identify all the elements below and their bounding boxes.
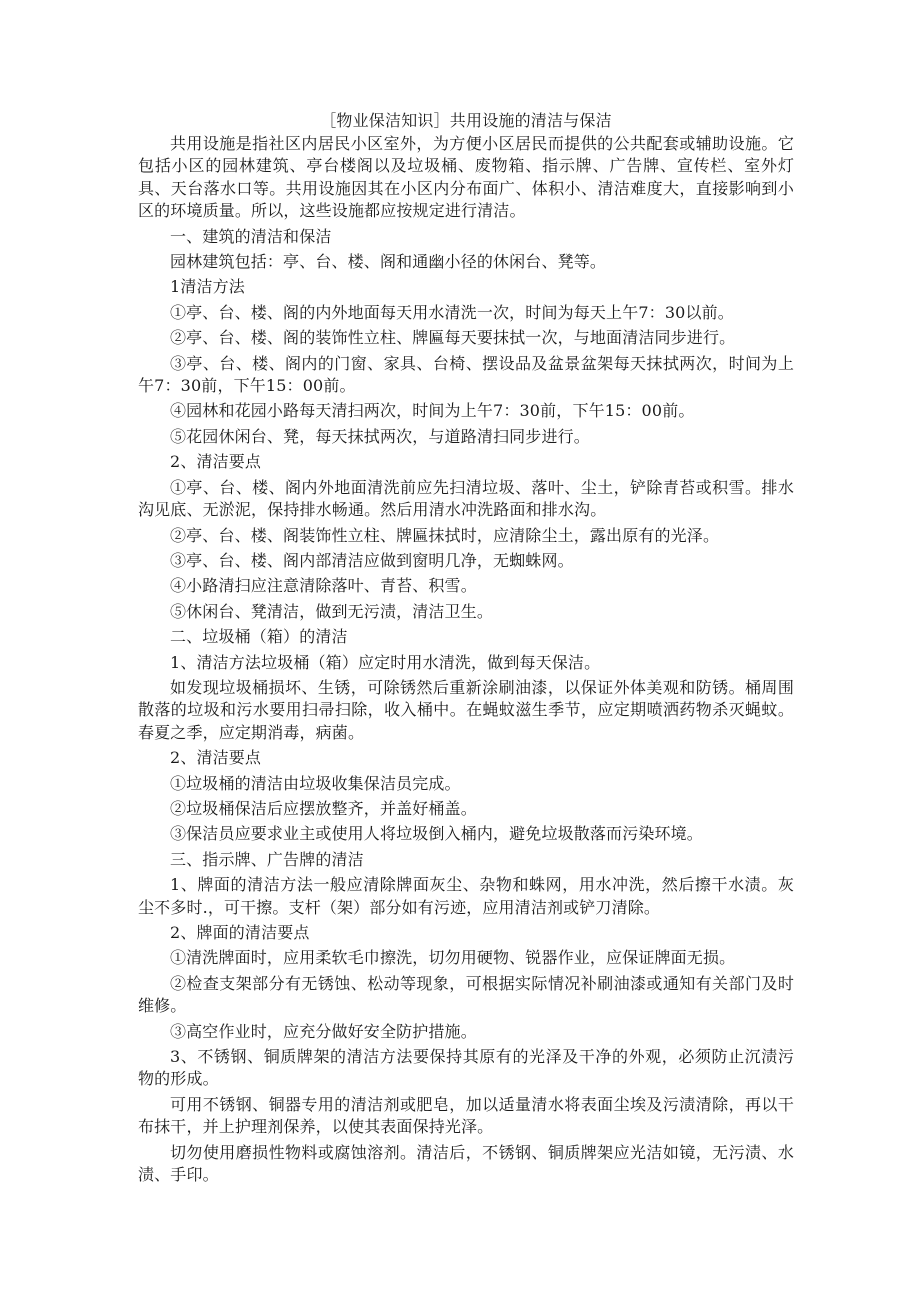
list-item: ③保洁员应要求业主或使用人将垃圾倒入桶内，避免垃圾散落而污染环境。 [170, 824, 703, 844]
section-heading-signs: 三、指示牌、广告牌的清洁 [170, 849, 364, 869]
subheading-cleaning-points: 2、清洁要点 [170, 748, 262, 768]
paragraph: 1、清洁方法垃圾桶（箱）应定时用水清洗，做到每天保洁。 [170, 652, 601, 672]
section-heading-trash-bins: 二、垃圾桶（箱）的清洁 [170, 627, 348, 647]
paragraph: 可用不锈钢、铜器专用的清洁剂或肥皂，加以适量清水将表面尘埃及污渍清除，再以干布抹干，并上护理剂保养，以使其表面保持光泽。 [138, 1094, 794, 1137]
paragraph: 切勿使用磨损性物料或腐蚀溶剂。清洁后，不锈钢、铜质牌架应光洁如镜，无污渍、水渍、手印。 [138, 1142, 794, 1185]
list-item: ③高空作业时，应充分做好安全防护措施。 [170, 1021, 477, 1041]
list-item: ①亭、台、楼、阁的内外地面每天用水清洗一次，时间为每天上午7：30以前。 [170, 302, 734, 322]
list-item: ①清洗牌面时，应用柔软毛巾擦洗，切勿用硬物、锐器作业，应保证牌面无损。 [170, 948, 736, 968]
document-title: ［物业保洁知识］共用设施的清洁与保洁 [320, 111, 612, 130]
document-page [138, 110, 794, 1186]
paragraph: 园林建筑包括：亭、台、楼、阁和通幽小径的休闲台、凳等。 [170, 252, 607, 272]
section-heading-buildings: 一、建筑的清洁和保洁 [170, 226, 332, 246]
list-item: ②垃圾桶保洁后应摆放整齐，并盖好桶盖。 [170, 798, 477, 818]
subheading-cleaning-points: 2、清洁要点 [170, 452, 262, 472]
list-item: ④园林和花园小路每天清扫两次，时间为上午7：30前，下午15：00前。 [170, 401, 695, 421]
paragraph: 如发现垃圾桶损坏、生锈，可除锈然后重新涂刷油漆，以保证外体美观和防锈。桶周围散落的垃圾和污水要用扫帚扫除，收入桶中。在蝇蚊滋生季节，应定期喷洒药物杀灭蝇蚊。春夏之季，应定期消毒，病菌。 [138, 677, 794, 742]
list-item: ①垃圾桶的清洁由垃圾收集保洁员完成。 [170, 773, 461, 793]
list-item: ②亭、台、楼、阁的装饰性立柱、牌匾每天要抹拭一次，与地面清洁同步进行。 [170, 328, 736, 348]
list-item: ③亭、台、楼、阁内的门窗、家具、台椅、摆设品及盆景盆架每天抹拭两次，时间为上午7：30前，下午15：00前。 [138, 353, 794, 396]
list-item: ③亭、台、楼、阁内部清洁应做到窗明几净，无蜘蛛网。 [170, 550, 574, 570]
subheading-cleaning-method: 1清洁方法 [170, 277, 245, 297]
subheading-sign-cleaning-points: 2、牌面的清洁要点 [170, 923, 310, 942]
paragraph-intro: 共用设施是指社区内居民小区室外，为方便小区居民而提供的公共配套或辅助设施。它包括小区的园林建筑、亭台楼阁以及垃圾桶、废物箱、指示牌、广告牌、宣传栏、室外灯具、天台落水口等。共用设施因其在小区内分布面广、体积小、清洁难度大，直接影响到小区的环境质量。所以，这些设施都应按规定进行清洁。 [138, 134, 794, 221]
paragraph: 1、牌面的清洁方法一般应清除牌面灰尘、杂物和蛛网，用水冲洗，然后擦干水渍。灰尘不多时.，可干擦。支杆（架）部分如有污迹，应用清洁剂或铲刀清除。 [138, 875, 794, 917]
list-item: ②亭、台、楼、阁装饰性立柱、牌匾抹拭时，应清除尘土，露出原有的光泽。 [170, 525, 720, 545]
list-item: ⑤休闲台、凳清洁，做到无污渍，清洁卫生。 [170, 601, 494, 621]
list-item: ①亭、台、楼、阁内外地面清洗前应先扫清垃圾、落叶、尘土，铲除青苔或积雪。排水沟见底、无淤泥，保持排水畅通。然后用清水冲洗路面和排水沟。 [138, 477, 794, 520]
paragraph: 3、不锈钢、铜质牌架的清洁方法要保持其原有的光泽及干净的外观，必须防止沉渍污物的形成。 [138, 1047, 794, 1089]
list-item: ⑤花园休闲台、凳，每天抹拭两次，与道路清扫同步进行。 [170, 426, 590, 446]
list-item: ④小路清扫应注意清除落叶、青苔、积雪。 [170, 576, 477, 596]
list-item: ②检查支架部分有无锈蚀、松动等现象，可根据实际情况补刷油漆或通知有关部门及时维修。 [138, 973, 794, 1016]
